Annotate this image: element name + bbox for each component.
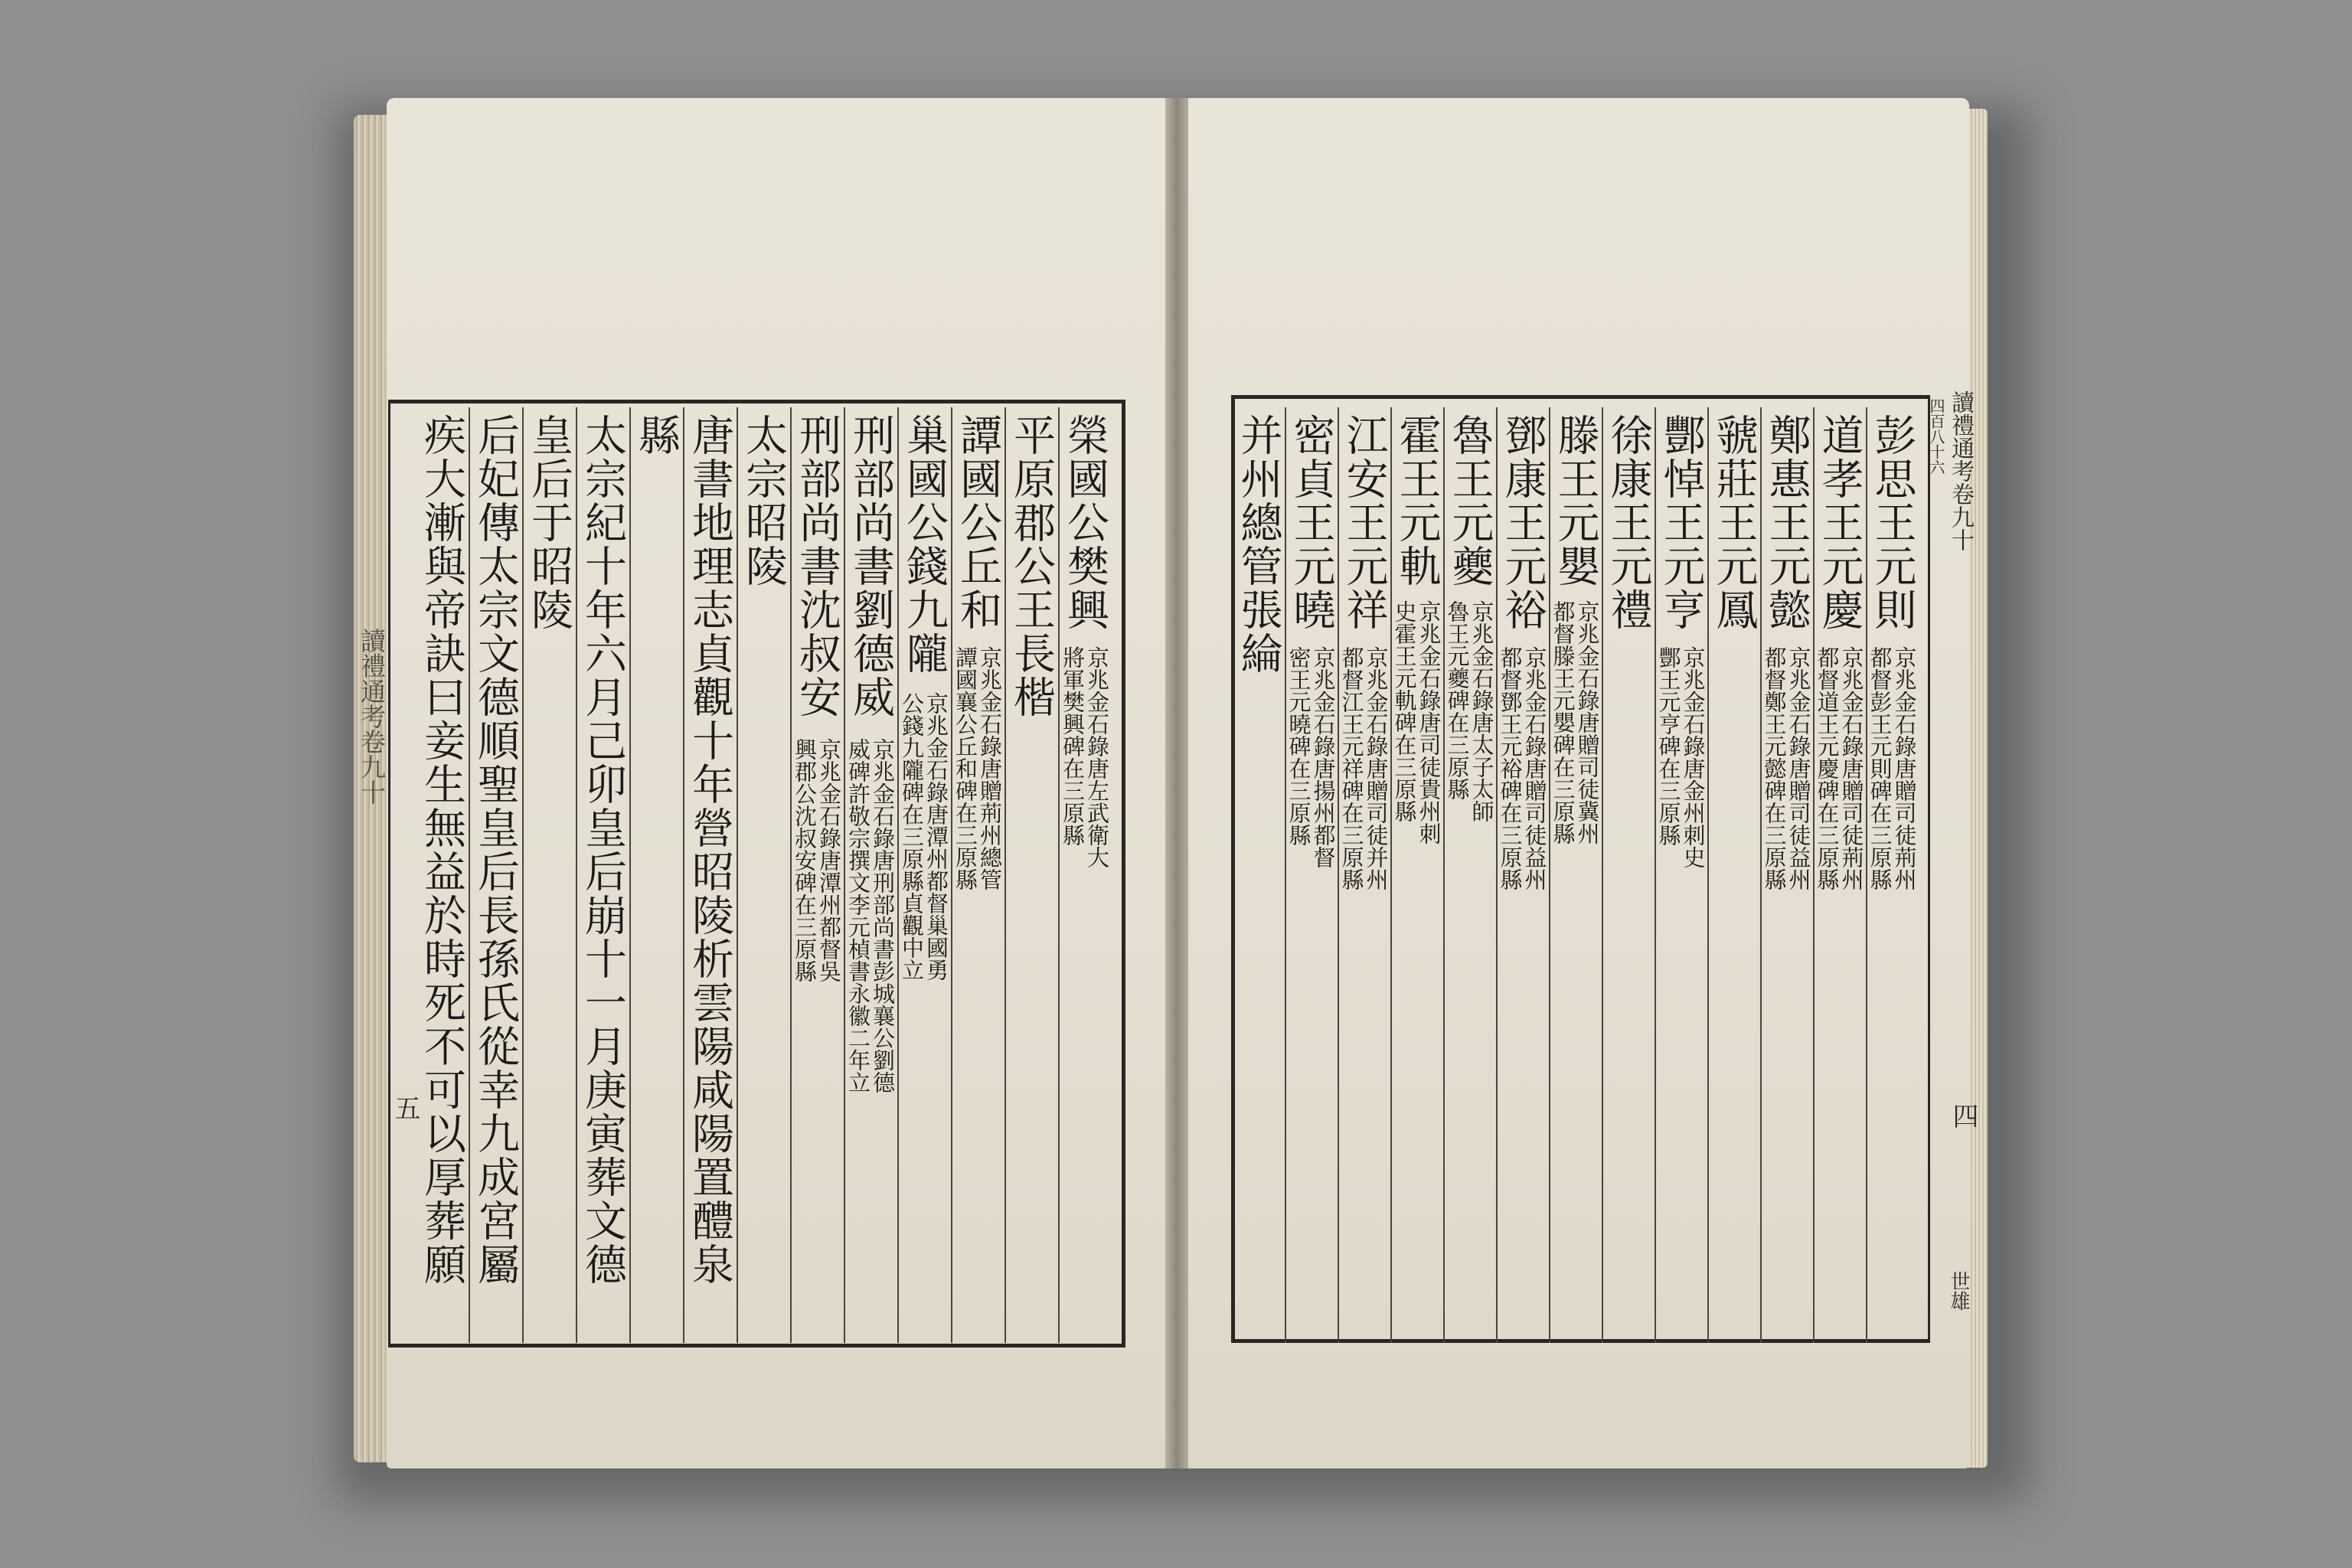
- left-column-main-text: 太宗紀十年六月己卯皇后崩十一月庚寅葬文德: [578, 413, 627, 1286]
- right-column-rule: [1285, 407, 1286, 1343]
- right-column-annotation: [1446, 600, 1494, 822]
- left-column-main-text: 縣: [632, 413, 681, 457]
- left-column-rule: [629, 407, 631, 1343]
- right-column-main-text: 酆悼王元亨: [1656, 413, 1706, 632]
- right-annotation-line-a: 京兆金石錄唐司徒貴州刺: [1416, 600, 1442, 844]
- left-column-rule: [790, 407, 792, 1343]
- left-annotation-line-b: 公錢九隴碑在三原縣貞觀中立: [899, 692, 925, 981]
- right-column-main-text: 道孝王元慶: [1815, 413, 1864, 632]
- right-column-main-text: 鄭惠王元懿: [1762, 413, 1811, 632]
- right-annotation-line-b: 都督鄧王元裕碑在三原縣: [1497, 646, 1524, 890]
- left-column-main-text: 唐書地理志貞觀十年營昭陵析雲陽咸陽置醴泉: [685, 413, 734, 1286]
- right-column-main-text: 滕王元嬰: [1550, 413, 1600, 588]
- right-column-annotation: [1655, 646, 1707, 868]
- left-annotation-line-b: 譚國襄公丘和碑在三原縣: [952, 646, 978, 890]
- left-column-annotation: [793, 738, 841, 982]
- right-annotation-line-a: 京兆金石錄唐贈司徒并州: [1363, 646, 1390, 890]
- left-column-rule: [897, 407, 899, 1343]
- right-column-annotation: [1816, 646, 1864, 890]
- left-column-main-text: 刑部尚書沈叔安: [792, 413, 841, 719]
- right-column-main-text: 鄧康王元裕: [1498, 413, 1547, 632]
- left-column-annotation: [847, 738, 894, 1093]
- left-column-rule: [737, 407, 738, 1343]
- book-gutter: [1165, 98, 1188, 1468]
- right-column-rule: [1390, 407, 1392, 1343]
- right-column-rule: [1443, 407, 1445, 1343]
- right-column-rule: [1549, 407, 1550, 1343]
- right-annotation-line-a: 京兆金石錄唐贈司徒荊州: [1891, 646, 1918, 890]
- right-annotation-line-b: 史霍王元軌碑在三原縣: [1391, 600, 1418, 822]
- left-annotation-line-a: 京兆金石錄唐刑部尚書彭城襄公劉德: [870, 738, 896, 1093]
- right-leaf-number: 四: [1948, 1102, 1978, 1129]
- left-column-rule: [1004, 407, 1006, 1343]
- left-column-annotation: [900, 692, 948, 981]
- left-annotation-line-a: 京兆金石錄唐潭州都督巢國勇: [923, 692, 949, 981]
- right-column-annotation: [1285, 646, 1337, 868]
- right-annotation-line-b: 都督鄭王元懿碑在三原縣: [1761, 646, 1788, 890]
- left-annotation-line-a: 京兆金石錄唐贈荊州總管: [977, 646, 1003, 890]
- right-annotation-line-a: 京兆金石錄唐太子太師: [1468, 600, 1495, 822]
- left-column-main-text: 疾大漸與帝訣曰妾生無益於時死不可以厚葬願: [417, 413, 466, 1286]
- left-column-main-text: 榮國公樊興: [1060, 413, 1109, 632]
- left-column-rule: [576, 407, 577, 1343]
- left-annotation-line-b: 將軍樊興碑在三原縣: [1060, 646, 1086, 846]
- right-column-annotation: [1869, 646, 1916, 890]
- left-column-main-text: 譚國公丘和: [953, 413, 1002, 632]
- right-column-annotation: [1338, 646, 1390, 890]
- right-column-rule: [1338, 407, 1339, 1343]
- left-column-rule: [683, 407, 684, 1343]
- right-annotation-line-b: 酆王元亨碑在三原縣: [1655, 646, 1682, 846]
- right-annotation-line-b: 密王元曉碑在三原縣: [1285, 646, 1312, 846]
- left-column-rule: [844, 407, 845, 1343]
- right-column-rule: [1496, 407, 1498, 1343]
- right-annotation-line-a: 京兆金石錄唐金州刺史: [1680, 646, 1707, 868]
- left-annotation-line-b: 興郡公沈叔安碑在三原縣: [792, 738, 818, 982]
- right-column-main-text: 并州總管張綸: [1233, 413, 1283, 675]
- right-annotation-line-a: 京兆金石錄唐揚州都督: [1310, 646, 1337, 868]
- right-bottom-mark: 世雄: [1947, 1271, 1970, 1311]
- right-side-label: 讀禮通考卷九十: [1947, 390, 1974, 551]
- right-column-main-text: 彭思王元則: [1867, 413, 1917, 632]
- right-column-main-text: 魯王元夔: [1445, 413, 1494, 588]
- left-column-rule: [522, 407, 524, 1343]
- right-annotation-line-b: 魯王元夔碑在三原縣: [1444, 600, 1471, 800]
- right-annotation-line-a: 京兆金石錄唐贈司徒益州: [1521, 646, 1548, 890]
- right-column-annotation: [1763, 646, 1811, 890]
- right-annotation-line-a: 京兆金石錄唐贈司徒冀州: [1574, 600, 1601, 844]
- right-column-main-text: 徐康王元禮: [1603, 413, 1653, 632]
- right-annotation-line-b: 都督滕王元嬰碑在三原縣: [1550, 600, 1576, 844]
- left-column-main-text: 皇后于昭陵: [524, 413, 573, 632]
- left-column-main-text: 后妃傳太宗文德順聖皇后長孫氏從幸九成宮屬: [471, 413, 520, 1286]
- left-column-annotation: [1061, 646, 1109, 868]
- right-column-main-text: 霍王元軌: [1392, 413, 1442, 588]
- right-column-annotation: [1499, 646, 1547, 890]
- left-column-rule: [951, 407, 952, 1343]
- right-column-rule: [1655, 407, 1656, 1343]
- right-annotation-line-a: 京兆金石錄唐贈司徒荊州: [1838, 646, 1865, 890]
- right-page-count-mark: 四百八十六: [1927, 398, 1945, 475]
- right-column-main-text: 密貞王元曉: [1286, 413, 1336, 632]
- left-column-main-text: 平原郡公王長楷: [1007, 413, 1056, 719]
- right-column-rule: [1602, 407, 1603, 1343]
- right-annotation-line-a: 京兆金石錄唐贈司徒益州: [1785, 646, 1812, 890]
- right-column-rule: [1813, 407, 1815, 1343]
- left-column-rule: [469, 407, 470, 1343]
- right-annotation-line-b: 都督道王元慶碑在三原縣: [1814, 646, 1841, 890]
- left-annotation-line-b: 威碑許敬宗撰文李元楨書永徽二年立: [845, 738, 871, 1093]
- left-column-main-text: 刑部尚書劉德威: [846, 413, 895, 719]
- left-column-rule: [1058, 407, 1060, 1343]
- left-annotation-line-a: 京兆金石錄唐左武衛大: [1084, 646, 1110, 868]
- left-column-main-text: 太宗昭陵: [739, 413, 788, 588]
- right-column-main-text: 虢莊王元鳳: [1709, 413, 1759, 632]
- left-column-annotation: [954, 646, 1001, 890]
- left-side-label: 讀禮通考卷九十: [357, 628, 387, 805]
- right-column-rule: [1866, 407, 1867, 1343]
- right-column-annotation: [1393, 600, 1441, 844]
- right-column-main-text: 江安王元祥: [1339, 413, 1389, 632]
- right-column-rule: [1707, 407, 1709, 1343]
- left-annotation-line-a: 京兆金石錄唐潭州都督吳: [816, 738, 842, 982]
- right-annotation-line-b: 都督江王元祥碑在三原縣: [1338, 646, 1365, 890]
- right-column-annotation: [1552, 600, 1599, 844]
- left-leaf-number: 五: [390, 1095, 420, 1121]
- left-column-main-text: 巢國公錢九隴: [900, 413, 949, 675]
- right-annotation-line-b: 都督彭王元則碑在三原縣: [1867, 646, 1893, 890]
- right-column-rule: [1760, 407, 1762, 1343]
